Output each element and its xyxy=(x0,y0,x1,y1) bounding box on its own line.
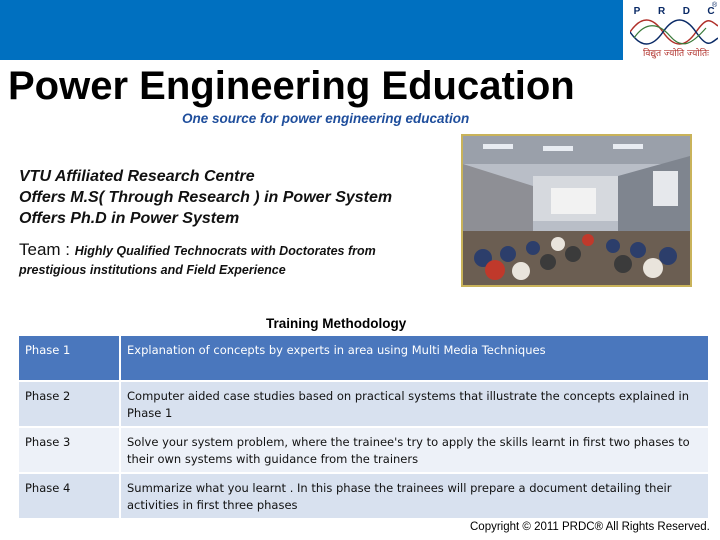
table-row xyxy=(19,427,708,473)
phase-cell: Phase 4 xyxy=(19,473,120,519)
classroom-image xyxy=(463,136,690,285)
offers-list xyxy=(19,166,392,229)
offer-line: VTU Affiliated Research Centre xyxy=(19,168,255,185)
classroom-photo xyxy=(461,134,692,287)
phase-description: Computer aided case studies based on practical systems that illustrate the concepts explained in Phase 1 xyxy=(120,381,708,427)
table-row xyxy=(19,473,708,519)
phase-cell: Phase 2 xyxy=(19,381,120,427)
phase-description: Solve your system problem, where the trainee's try to apply the skills learnt in first two phases to their own systems with guidance from the trainers xyxy=(120,427,708,473)
page-subtitle: One source for power engineering education xyxy=(182,111,470,126)
team-label: Team : xyxy=(19,240,75,259)
logo-tagline: विद्युत ज्योति ज्योतिः xyxy=(643,49,709,59)
logo-letter: D xyxy=(682,6,690,17)
phase-cell: Phase 3 xyxy=(19,427,120,473)
prdc-logo xyxy=(630,4,718,64)
phase-description: Summarize what you learnt . In this phase the trainees will prepare a document detailing their activities in first three phases xyxy=(120,473,708,519)
table-row xyxy=(19,381,708,427)
team-description xyxy=(19,240,376,261)
sine-wave-icon xyxy=(630,18,718,46)
offer-line: Offers M.S( Through Research ) in Power System xyxy=(19,189,393,206)
training-methodology-table xyxy=(19,336,708,520)
copyright-notice: Copyright © 2011 PRDC® All Rights Reserved. xyxy=(470,521,710,533)
phase-description: Explanation of concepts by experts in area using Multi Media Techniques xyxy=(120,336,708,381)
offer-line: Offers Ph.D in Power System xyxy=(19,210,240,227)
logo-letter: R xyxy=(658,6,666,17)
page-title: Power Engineering Education xyxy=(8,64,575,108)
training-methodology-heading: Training Methodology xyxy=(266,316,407,331)
top-banner xyxy=(0,0,623,60)
registered-mark: ® xyxy=(712,2,718,9)
team-text-continued: prestigious institutions and Field Experience xyxy=(19,263,286,277)
logo-letter: P xyxy=(633,6,641,17)
team-text: Highly Qualified Technocrats with Doctorates from xyxy=(74,244,376,258)
logo-letter: C xyxy=(707,6,715,17)
phase-cell: Phase 1 xyxy=(19,336,120,381)
table-row xyxy=(19,336,708,381)
logo-letters xyxy=(630,6,718,17)
